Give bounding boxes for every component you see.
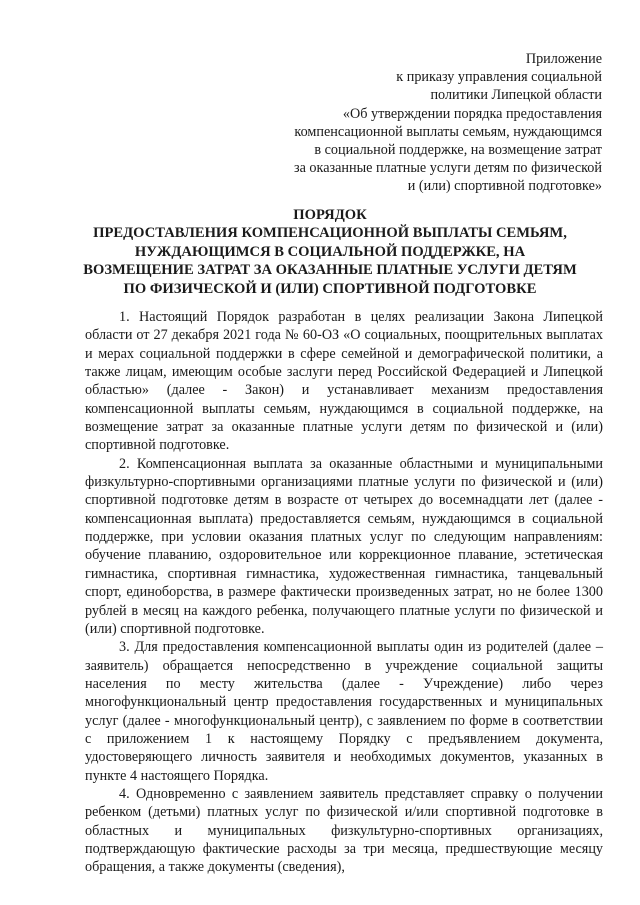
title-line: НУЖДАЮЩИМСЯ В СОЦИАЛЬНОЙ ПОДДЕРЖКЕ, НА [134, 243, 526, 260]
document-title [60, 206, 600, 298]
appendix-line: в социальной поддержке, на возмещение затрат [314, 142, 602, 159]
document-body [85, 308, 603, 895]
title-line: ПОРЯДОК [293, 207, 367, 223]
appendix-header [202, 50, 602, 196]
appendix-line: Приложение [525, 51, 602, 67]
appendix-line: компенсационной выплаты семьям, нуждающимся [294, 123, 602, 140]
appendix-line: политики Липецкой области [430, 87, 602, 104]
appendix-line: и (или) спортивной подготовке» [407, 178, 602, 195]
paragraph-3: 3. Для предоставления компенсационной выплаты один из родителей (далее – заявитель) обращается непосредственно в учреждение социальной защиты населения по месту жительства (далее - Учреждение) либо через многофункциональный центр предоставления государственных и муниципальных услуг (далее - многофункциональный центр), с заявлением по форме в соответствии с приложением 1 к настоящему Порядку с предъявлением документа, удостоверяющего личность заявителя и необходимых документов, указанных в пункте 4 настоящего Порядка. [85, 639, 603, 784]
title-line: ПРЕДОСТАВЛЕНИЯ КОМПЕНСАЦИОННОЙ ВЫПЛАТЫ СЕМЬЯМ, [93, 225, 567, 242]
appendix-line: за оказанные платные услуги детям по физической [293, 160, 602, 177]
paragraph-4: 4. Одновременно с заявлением заявитель представляет справку о получении ребенком (детьми) платных услуг по физической и/или спортивной подготовке в областных и муниципальных физкультурно-спортивных организациях, подтверждающую фактические расходы за три месяца, предшествующие месяцу обращения, а также документы (сведения), [85, 785, 603, 876]
appendix-line: к приказу управления социальной [396, 69, 602, 86]
paragraph-1: 1. Настоящий Порядок разработан в целях реализации Закона Липецкой области от 27 декабря 2021 года № 60-ОЗ «О социальных, поощрительных выплатах и мерах социальной поддержки в сфере семейной и демографической политики, а также лицам, имеющим особые заслуги перед Российской Федерацией и Липецкой областью» (далее - Закон) и устанавливает механизм предоставления компенсационной выплаты семьям, нуждающимся в социальной поддержке, на возмещение затрат за оказанные платные услуги детям по физической и (или) спортивной подготовке. [85, 309, 603, 454]
title-line: ВОЗМЕЩЕНИЕ ЗАТРАТ ЗА ОКАЗАННЫЕ ПЛАТНЫЕ УСЛУГИ ДЕТЯМ [83, 262, 577, 279]
appendix-line: «Об утверждении порядка предоставления [342, 105, 602, 122]
title-line: ПО ФИЗИЧЕСКОЙ И (ИЛИ) СПОРТИВНОЙ ПОДГОТОВКЕ [123, 280, 537, 297]
paragraph-2: 2. Компенсационная выплата за оказанные областными и муниципальными физкультурно-спортивными организациями платные услуги по физической и (или) спортивной подготовке детям в возрасте от четырех до восемнадцати лет (далее - компенсационная выплата) предоставляется семьям, нуждающимся в социальной поддержке, при условии оказания платных услуг по следующим направлениям: обучение плаванию, оздоровительное или коррекционное плавание, эстетическая гимнастика, спортивная гимнастика, художественная гимнастика, танцевальный спорт, единоборства, в размере фактически произведенных затрат, но не более 1300 рублей в месяц на каждого ребенка, получающего платные услуги по физической и (или) спортивной подготовке. [85, 455, 603, 637]
